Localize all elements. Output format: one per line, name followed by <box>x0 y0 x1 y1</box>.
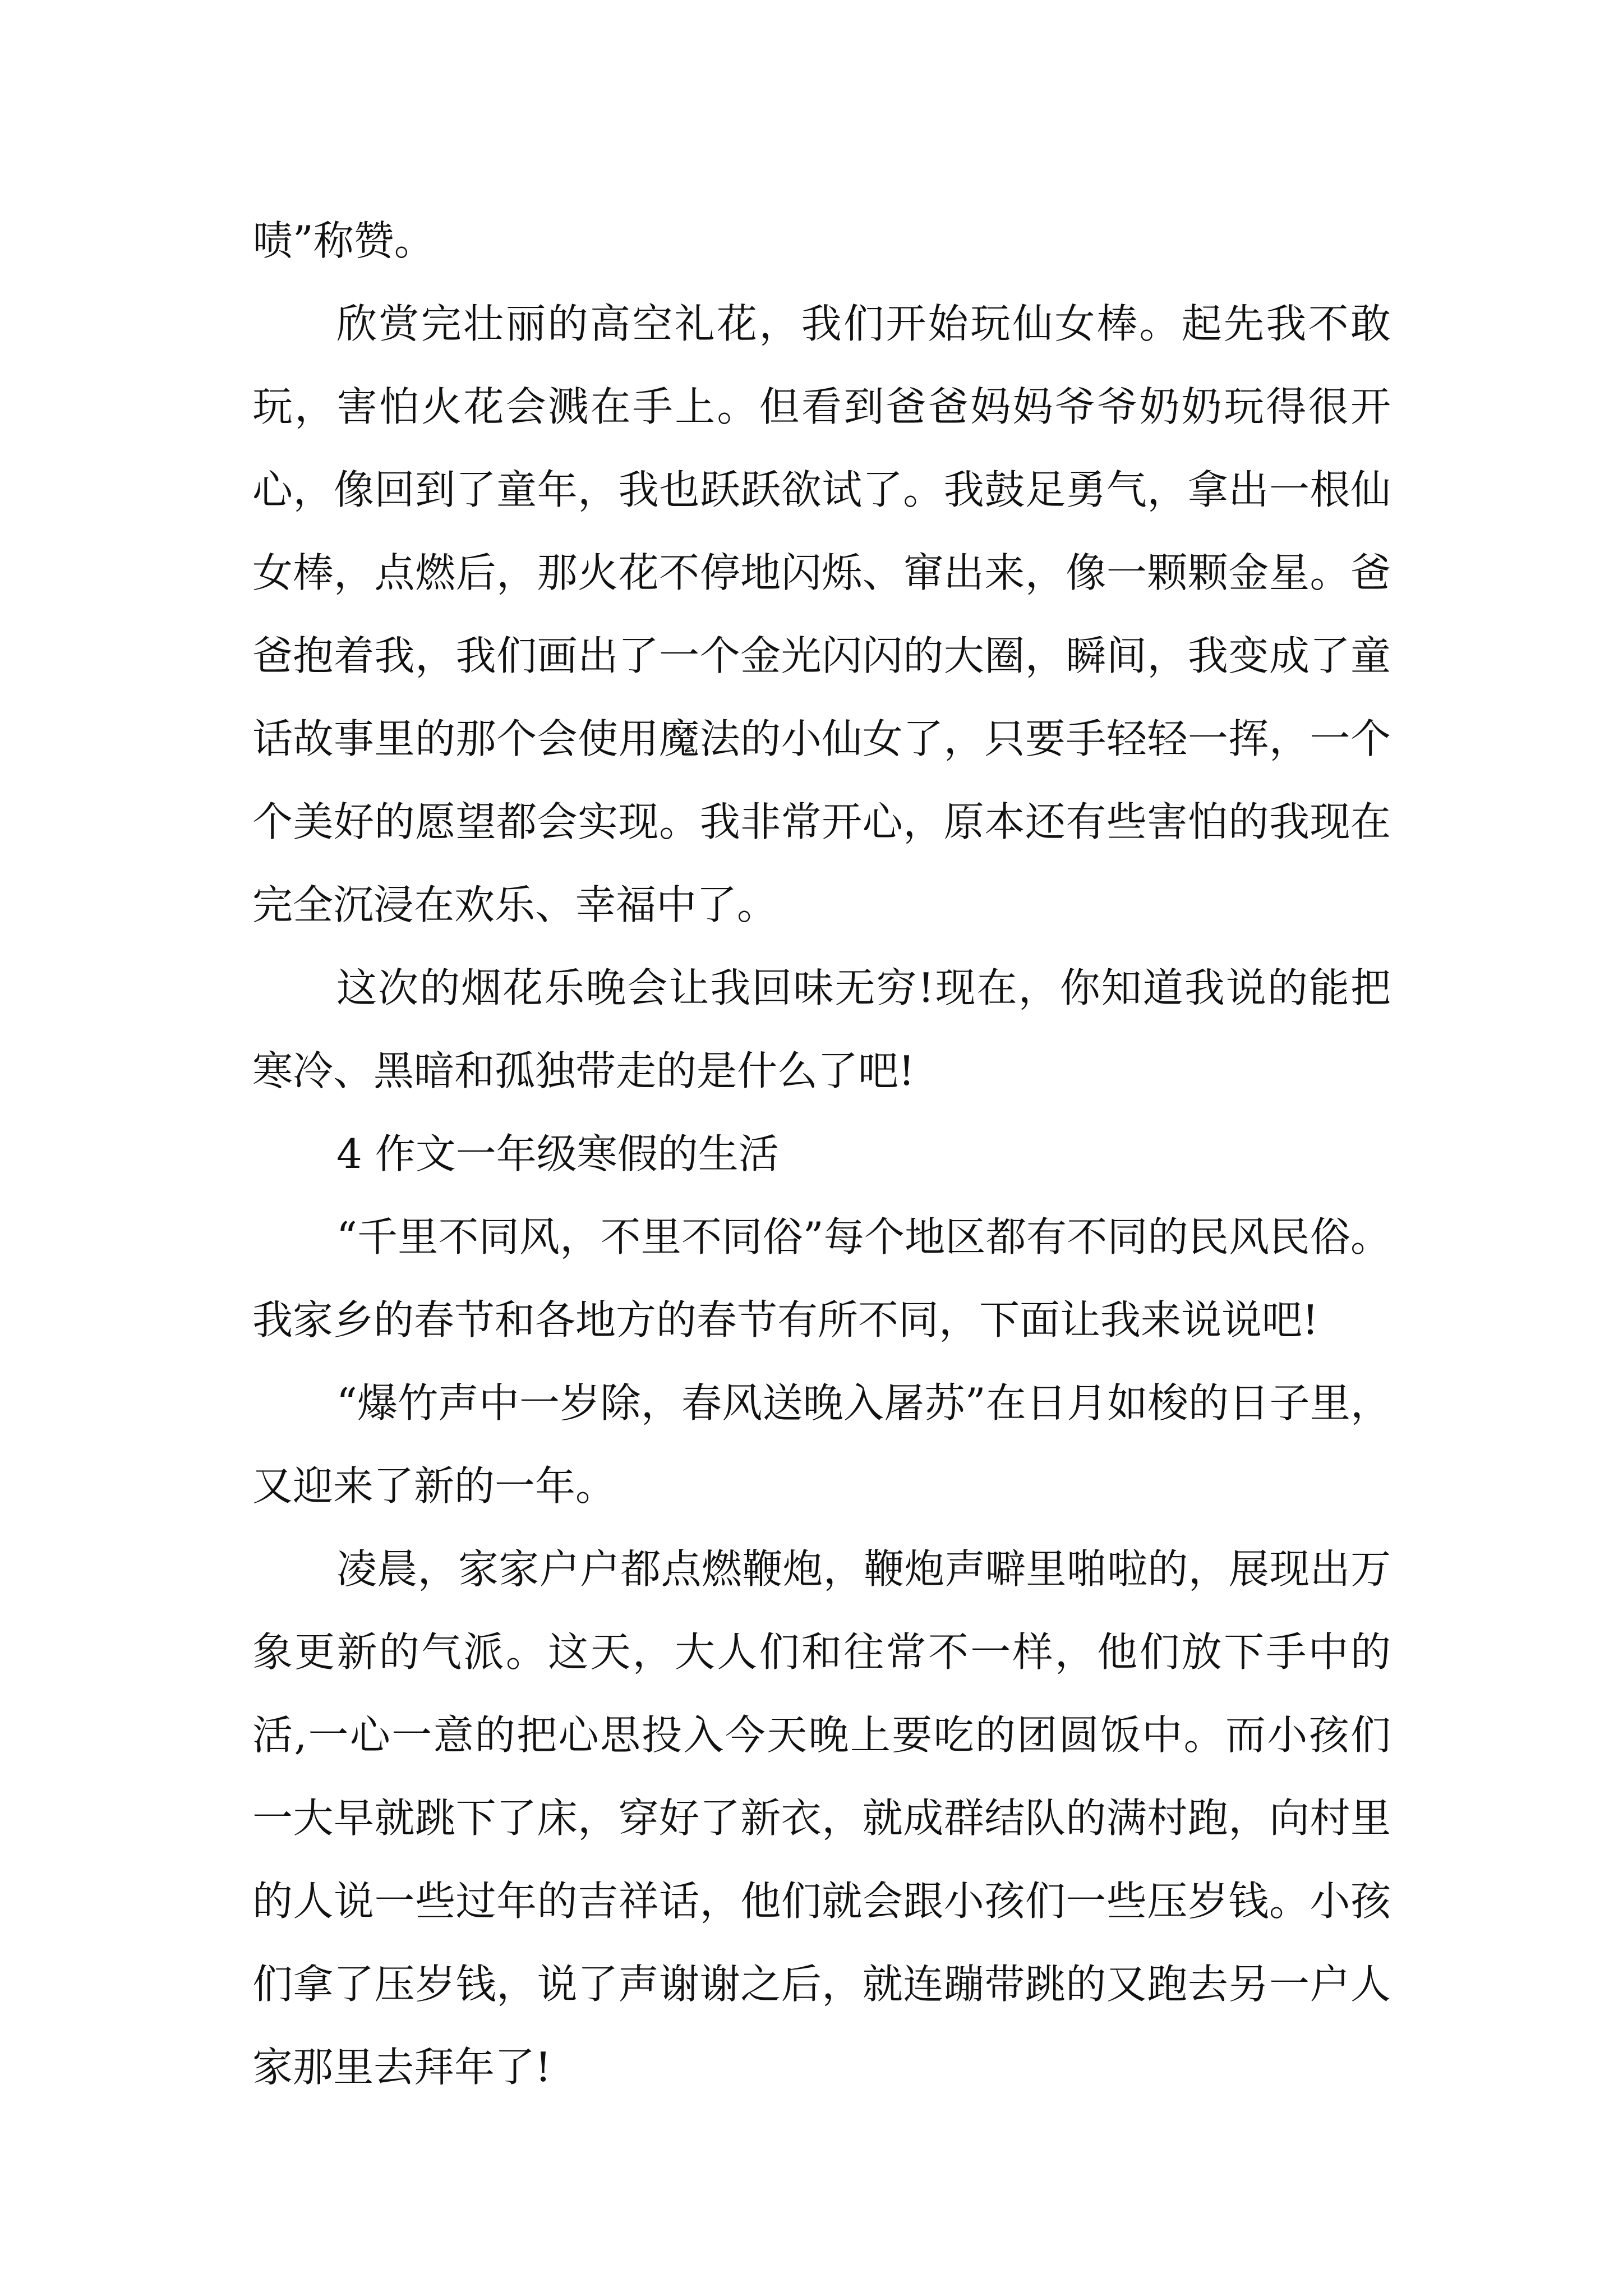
paragraph-continuation: 啧”称赞。 <box>252 217 435 264</box>
paragraph-morning: 凌晨，家家户户都点燃鞭炮，鞭炮声噼里啪啦的，展现出万象更新的气派。这天，大人们和往常不一样，他们放下手中的活,一心一意的把心思投入今天晚上要吃的团圆饭中。而小孩们一大早就跳下了床，穿好了新衣，就成群结队的满村跑，向村里的人说一些过年的吉祥话，他们就会跟小孩们一些压岁钱。小孩们拿了压岁钱，说了声谢谢之后，就连蹦带跳的又跑去另一户人家那里去拜年了! <box>252 1545 1391 2091</box>
paragraph-fireworks-conclusion: 这次的烟花乐晚会让我回味无穷!现在，你知道我说的能把寒冷、黑暗和孤独带走的是什么了吧! <box>252 964 1391 1094</box>
essay-body <box>252 199 1391 2109</box>
essay-title: 4 作文一年级寒假的生活 <box>336 1130 779 1177</box>
paragraph-fairy-stick: 欣赏完壮丽的高空礼花，我们开始玩仙女棒。起先我不敢玩，害怕火花会溅在手上。但看到爸爸妈妈爷爷奶奶玩得很开心，像回到了童年，我也跃跃欲试了。我鼓足勇气，拿出一根仙女棒，点燃后，那火花不停地闪烁、窜出来，像一颗颗金星。爸爸抱着我，我们画出了一个金光闪闪的大圈，瞬间，我变成了童话故事里的那个会使用魔法的小仙女了，只要手轻轻一挥，一个个美好的愿望都会实现。我非常开心，原本还有些害怕的我现在完全沉浸在欢乐、幸福中了。 <box>252 300 1391 928</box>
paragraph-customs-intro: “千里不同风，不里不同俗”每个地区都有不同的民风民俗。我家乡的春节和各地方的春节有所不同，下面让我来说说吧! <box>252 1213 1391 1343</box>
paragraph-new-year: “爆竹声中一岁除，春风送晚入屠苏”在日月如梭的日子里，又迎来了新的一年。 <box>252 1379 1391 1510</box>
